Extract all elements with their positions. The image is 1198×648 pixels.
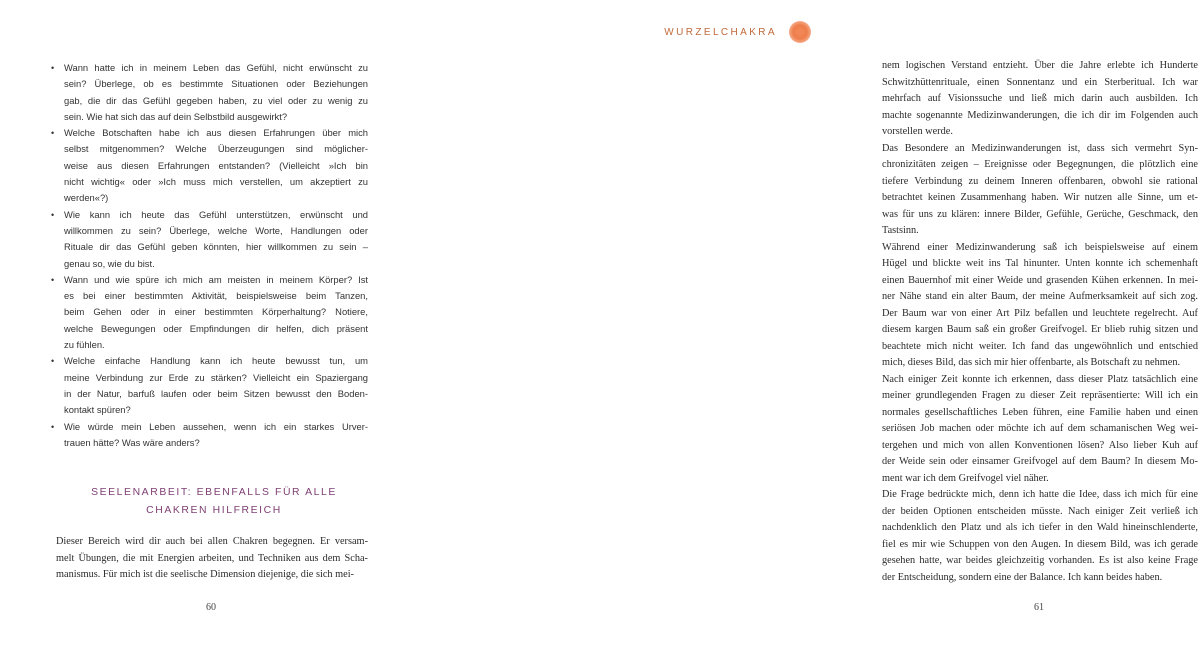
text-line: seriösen Job machen oder möchte ich auf dem schamanischen Weg wei- [882,423,1198,434]
text-line: beim Gehen oder in einer bestimmten Körperhaltung? Notiere, [64,306,368,318]
section-heading [58,484,370,520]
text-line: der beiden Optionen entscheiden müsste. Nach einiger Zeit verließ ich [882,505,1198,517]
question-item [50,125,368,206]
text-line: meine Verbindung zur Erde zu stärken? Vielleicht ein Spaziergang [64,371,368,383]
text-line: trauen hätte? Was wäre anders? [64,436,200,448]
text-line: vorstellen werde. [882,126,953,137]
text-line: Hügel und blickte weit ins Tal hinunter. Unten konnte ich schemenhaft [882,258,1198,269]
paragraph [882,141,1198,240]
chapter-running-header: WURZELCHAKRA [664,27,777,38]
section-heading-line: SEELENARBEIT: EBENFALLS FÜR ALLE [91,487,337,498]
text-line: sein. Wie hat sich das auf dein Selbstbild ausgewirkt? [64,110,288,122]
paragraph [882,58,1198,141]
text-line: gesehen hatte, war beides gleichzeitig vorhanden. Es ist also keine Frage [882,555,1198,566]
text-line: sein? Überlege, ob es bestimmte Situationen oder Beziehungen [64,78,368,90]
text-line: nicht wichtig« oder »Ich muss mich verstellen, um akzeptiert zu [64,176,368,188]
page-number: 60 [206,602,216,613]
paragraph [56,534,368,584]
page-number: 61 [1034,602,1044,613]
text-line: Dieser Bereich wird dir auch bei allen Chakren begegnen. Er versam- [56,536,368,547]
body-text [882,58,1198,586]
text-line: tergehen und mich von allen Konventionen lösen? Also lieber Kuh auf [882,439,1198,451]
question-item [50,353,368,418]
text-line: der Entscheidung, sondern eine der Balance. Ich kann beides haben. [882,571,1163,583]
text-line: welche Bewegungen oder Empfindungen dir helfen, dich präsent [64,322,368,334]
text-line: zu fühlen. [64,339,105,351]
question-item [50,272,368,353]
section-heading-line: CHAKREN HILFREICH [146,505,282,516]
text-line: einen Bauernhof mit einer Weide und grasenden Kühen erkennen. In mei- [882,274,1198,286]
text-line: betrachtet keinen Zusammenhang haben. Wir nutzen alle Sinne, um et- [882,192,1198,203]
text-line: beachtete mich nicht weiter. Ich fand das ungewöhnlich und entschied [882,340,1198,352]
text-line: kontakt spüren? [64,404,131,416]
text-line: genau so, wie du bist. [64,257,155,269]
text-line: mich, dieses Bild, das sich mir hier offenbarte, als Botschaft zu nehmen. [882,357,1181,368]
text-line: Während einer Medizinwanderung saß ich beispielsweise auf einem [882,241,1198,253]
text-line: in der Natur, barfuß laufen oder beim Sitzen bewusst den Boden- [64,387,368,399]
text-line: meiner grundlegenden Fragen zu dieser Zeit repräsentierte: Will ich ein [882,390,1198,401]
text-line: mehrfach auf Visionssuche und ließ mich darin auch ausbilden. Ich [882,93,1198,104]
text-line: chronizitäten zeigen – Ereignisse oder Begegnungen, die plötzlich eine [882,159,1198,170]
paragraph [882,372,1198,488]
text-line: selbst mitgenommen? Welche Überzeugungen sind möglicher- [64,143,368,155]
text-line: tiefere Verbindung zu deinem Inneren offenbaren, obwohl sie rational [882,175,1198,187]
text-line: fiel es mir wie Schuppen von den Augen. In diesem Bild, was ich gerade [882,538,1198,550]
right-page [416,0,1198,648]
text-line: Welche Botschaften habe ich aus diesen Erfahrungen über mich [64,127,368,139]
body-text [56,534,368,584]
text-line: Wie kann ich heute das Gefühl unterstützen, erwünscht und [64,208,368,220]
text-line: weise aus diesen Erfahrungen entstanden? (Vielleicht »Ich bin [64,159,368,171]
text-line: Die Frage bedrückte mich, denn ich hatte die Idee, dass ich mich für eine [882,489,1198,500]
text-line: Rituale dir das Gefühl geben könnten, hier willkommen zu sein – [64,241,368,253]
text-line: der Weide sein oder einsamer Greifvogel auf dem Baum? In diesem Mo- [882,456,1198,467]
text-line: Wann hatte ich in meinem Leben das Gefühl, nicht erwünscht zu [64,62,368,73]
text-line: gab, die dir das Gefühl gegeben haben, zu viel oder zu wenig zu [64,94,368,106]
text-line: Das Besondere an Medizinwanderungen ist, dass sich vermehrt Syn- [882,142,1198,154]
paragraph [882,487,1198,586]
question-item [50,60,368,125]
left-page [0,0,416,648]
text-line: Welche einfache Handlung kann ich heute bewusst tun, um [64,355,368,367]
chakra-dot-icon [789,21,811,43]
text-line: nem logischen Verstand entzieht. Über die Jahre erlebte ich Hunderte [882,60,1198,71]
question-item [50,207,368,272]
text-line: werden«?) [64,192,109,204]
text-line: ment war ich dem Greifvogel viel näher. [882,472,1049,484]
text-line: willkommen zu sein? Überlege, welche Worte, Handlungen oder [64,224,368,236]
text-line: Schwitzhüttenrituale, einen Sonnentanz und ein Sterberitual. Ich war [882,76,1198,88]
text-line: nachdenklich den Platz und als ich tiefer in den Wald hineinschlenderte, [882,522,1198,533]
paragraph [882,240,1198,372]
text-line: Tastsinn. [882,225,919,236]
text-line: Der Baum war von einer Art Pilz befallen und leuchtete regelrecht. Auf [882,307,1198,319]
text-line: Nach einiger Zeit konnte ich erkennen, dass dieser Platz tatsächlich eine [882,373,1198,385]
text-line: es bei einer bestimmten Aktivität, beispielsweise beim Tanzen, [64,290,368,302]
text-line: normales gesellschaftliches Leben führen, eine Familie haben und einen [882,406,1198,418]
text-line: ner Nähe stand ein alter Baum, der meine Aufmerksamkeit auf sich zog. [882,291,1198,302]
text-line: Wann und wie spüre ich mich am meisten in meinem Körper? Ist [64,273,368,285]
text-line: manismus. Für mich ist die seelische Dimension diejenige, die sich mei- [56,569,354,580]
text-line: machte sogenannte Medizinwanderungen, die ich dir im Folgenden auch [882,109,1198,121]
text-line: was für uns zu klären: innere Bilder, Gefühle, Gerüche, Geschmack, den [882,208,1198,220]
text-line: diesem kargen Baum saß ein großer Greifvogel. Er blieb ruhig sitzen und [882,324,1198,335]
text-line: melt Übungen, die mit Energien arbeiten, und Techniken aus dem Scha- [56,552,368,564]
reflection-question-list [50,60,368,451]
question-item [50,419,368,452]
text-line: Wie würde mein Leben aussehen, wenn ich ein starkes Urver- [64,420,368,432]
